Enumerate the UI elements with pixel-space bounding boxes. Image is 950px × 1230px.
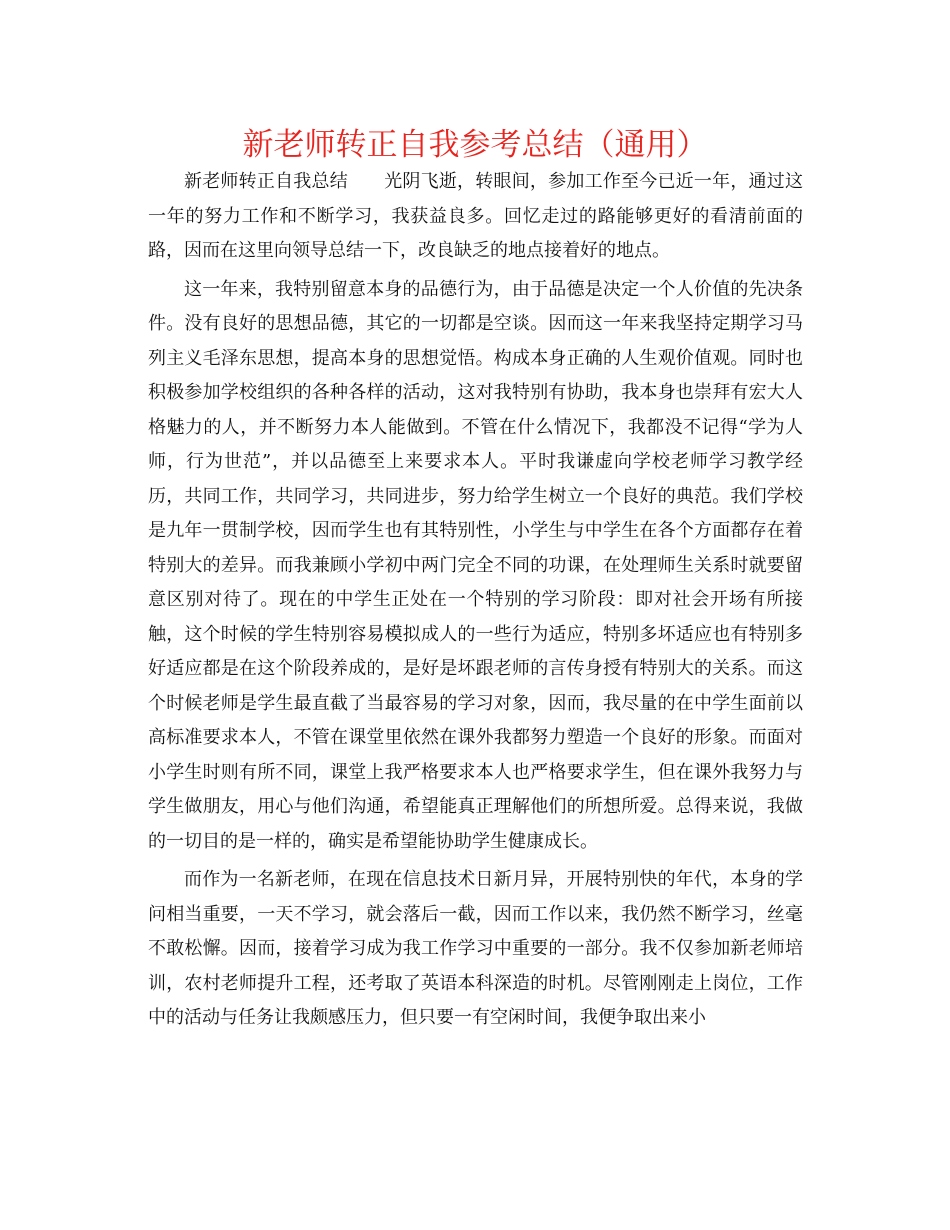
paragraph-3: 而作为一名新老师，在现在信息技术日新月异，开展特别快的年代，本身的学问相当重要，一天不学习，就会落后一截，因而工作以来，我仍然不断学习，丝毫不敢松懈。因而，接着学习成为我工作学习中重要的一部分。我不仅参加新老师培训，农村老师提升工程，还考取了英语本科深造的时机。尽管刚刚走上岗位，工作中的活动与任务让我颇感压力，但只要一有空闲时间，我便争取出来小 <box>148 869 803 1028</box>
document-title: 新老师转正自我参考总结（通用） <box>242 127 708 163</box>
paragraph-1 <box>148 165 803 269</box>
document-body <box>148 165 803 1040</box>
intro-label: 新老师转正自我总结 <box>184 171 348 192</box>
paragraph-2: 这一年来，我特别留意本身的品德行为，由于品德是决定一个人价值的先决条件。没有良好的思想品德，其它的一切都是空谈。因而这一年来我坚持定期学习马列主义毛泽东思想，提高本身的思想觉悟。构成本身正确的人生观价值观。同时也积极参加学校组织的各种各样的活动，这对我特别有协助，我本身也崇拜有宏大人格魅力的人，并不断努力本人能做到。不管在什么情况下，我都没不记得“学为人师，行为世范”，并以品德至上来要求本人。平时我谦虚向学校老师学习教学经历，共同工作，共同学习，共同进步，努力给学生树立一个良好的典范。我们学校是九年一贯制学校，因而学生也有其特别性，小学生与中学生在各个方面都存在着特别大的差异。而我兼顾小学初中两门完全不同的功课，在处理师生关系时就要留意区别对待了。现在的中学生正处在一个特别的学习阶段：即对社会开场有所接触，这个时候的学生特别容易模拟成人的一些行为适应，特别多坏适应也有特别多好适应都是在这个阶段养成的，是好是坏跟老师的言传身授有特别大的关系。而这个时候老师是学生最直截了当最容易的学习对象，因而，我尽量的在中学生面前以高标准要求本人，不管在课堂里依然在课外我都努力塑造一个良好的形象。而面对小学生时则有所不同，课堂上我严格要求本人也严格要求学生，但在课外我努力与学生做朋友，用心与他们沟通，希望能真正理解他们的所想所爱。总得来说，我做的一切目的是一样的，确实是希望能协助学生健康成长。 <box>148 278 803 852</box>
paragraph-1-text: 光阴飞逝，转眼间，参加工作至今已近一年，通过这一年的努力工作和不断学习，我获益良多。回忆走过的路能够更好的看清前面的路，因而在这里向领导总结一下，改良缺乏的地点接着好的地点。 <box>148 171 803 261</box>
